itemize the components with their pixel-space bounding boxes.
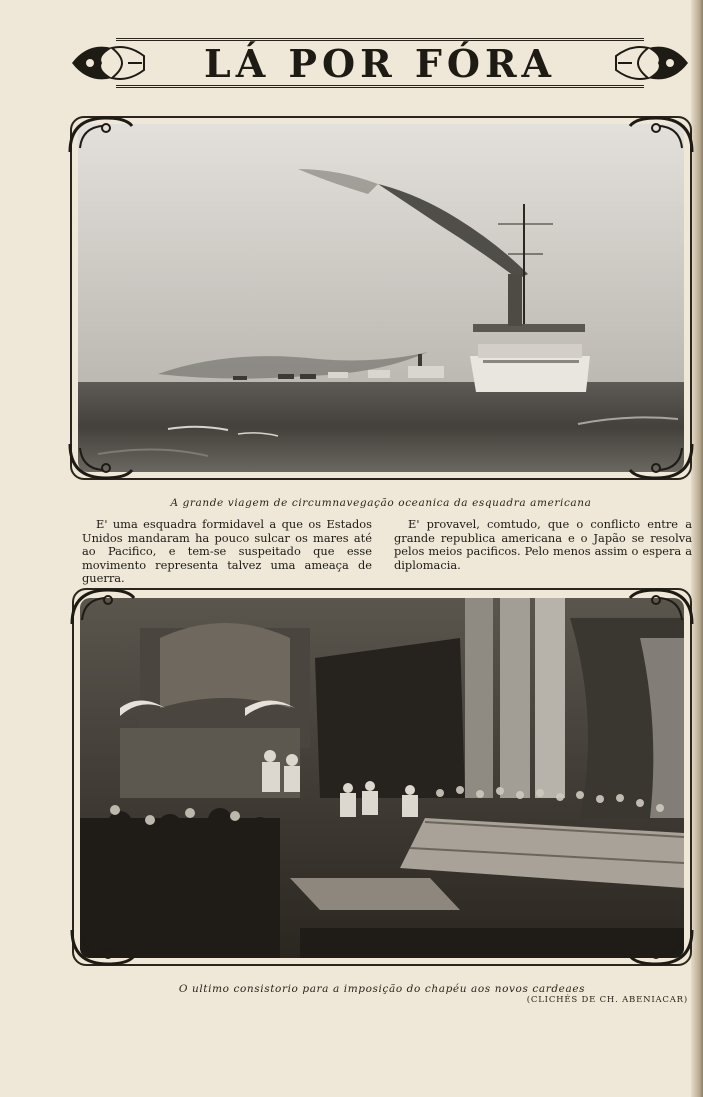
photo1-caption: A grande viagem de circumnavegação oceanica da esquadra americana (170, 497, 592, 509)
frame-corner-ornament-icon (626, 926, 696, 970)
page-title: LÁ POR FÓRA (203, 40, 557, 86)
photo-frame-fleet (70, 116, 692, 480)
frame-corner-ornament-icon (626, 112, 696, 156)
consistory-hall-icon (80, 598, 684, 958)
masthead-band (116, 38, 644, 88)
photo-credit: (CLICHÉS DE CH. ABENIACAR) (526, 995, 688, 1005)
masthead (68, 34, 692, 92)
consistory-photo (80, 598, 684, 958)
article-column-1: E' uma esquadra formidavel a que os Estados Unidos mandaram ha pouco sulcar os mares até ao Pacifico, e tem-se suspeitado que esse movimento representa talvez uma ameaça de guerra. (82, 517, 372, 586)
photo2-caption: O ultimo consistorio para a imposição do chapéu aos novos cardeaes (178, 983, 586, 995)
frame-corner-ornament-icon (66, 112, 136, 156)
frame-corner-ornament-icon (626, 440, 696, 484)
frame-corner-ornament-icon (626, 584, 696, 628)
photo-frame-consistory (72, 588, 692, 966)
fleet-photo (78, 124, 684, 472)
frame-corner-ornament-icon (68, 584, 138, 628)
frame-corner-ornament-icon (68, 926, 138, 970)
battleship-fleet-icon (78, 124, 684, 472)
article-column-2: E' provavel, comtudo, que o conflicto entre a grande republica americana e o Japão se resolva pelos meios pacificos. Pelo menos assim o espera a diplomacia. (394, 517, 692, 572)
ornament-right-icon (614, 34, 692, 92)
frame-corner-ornament-icon (66, 440, 136, 484)
